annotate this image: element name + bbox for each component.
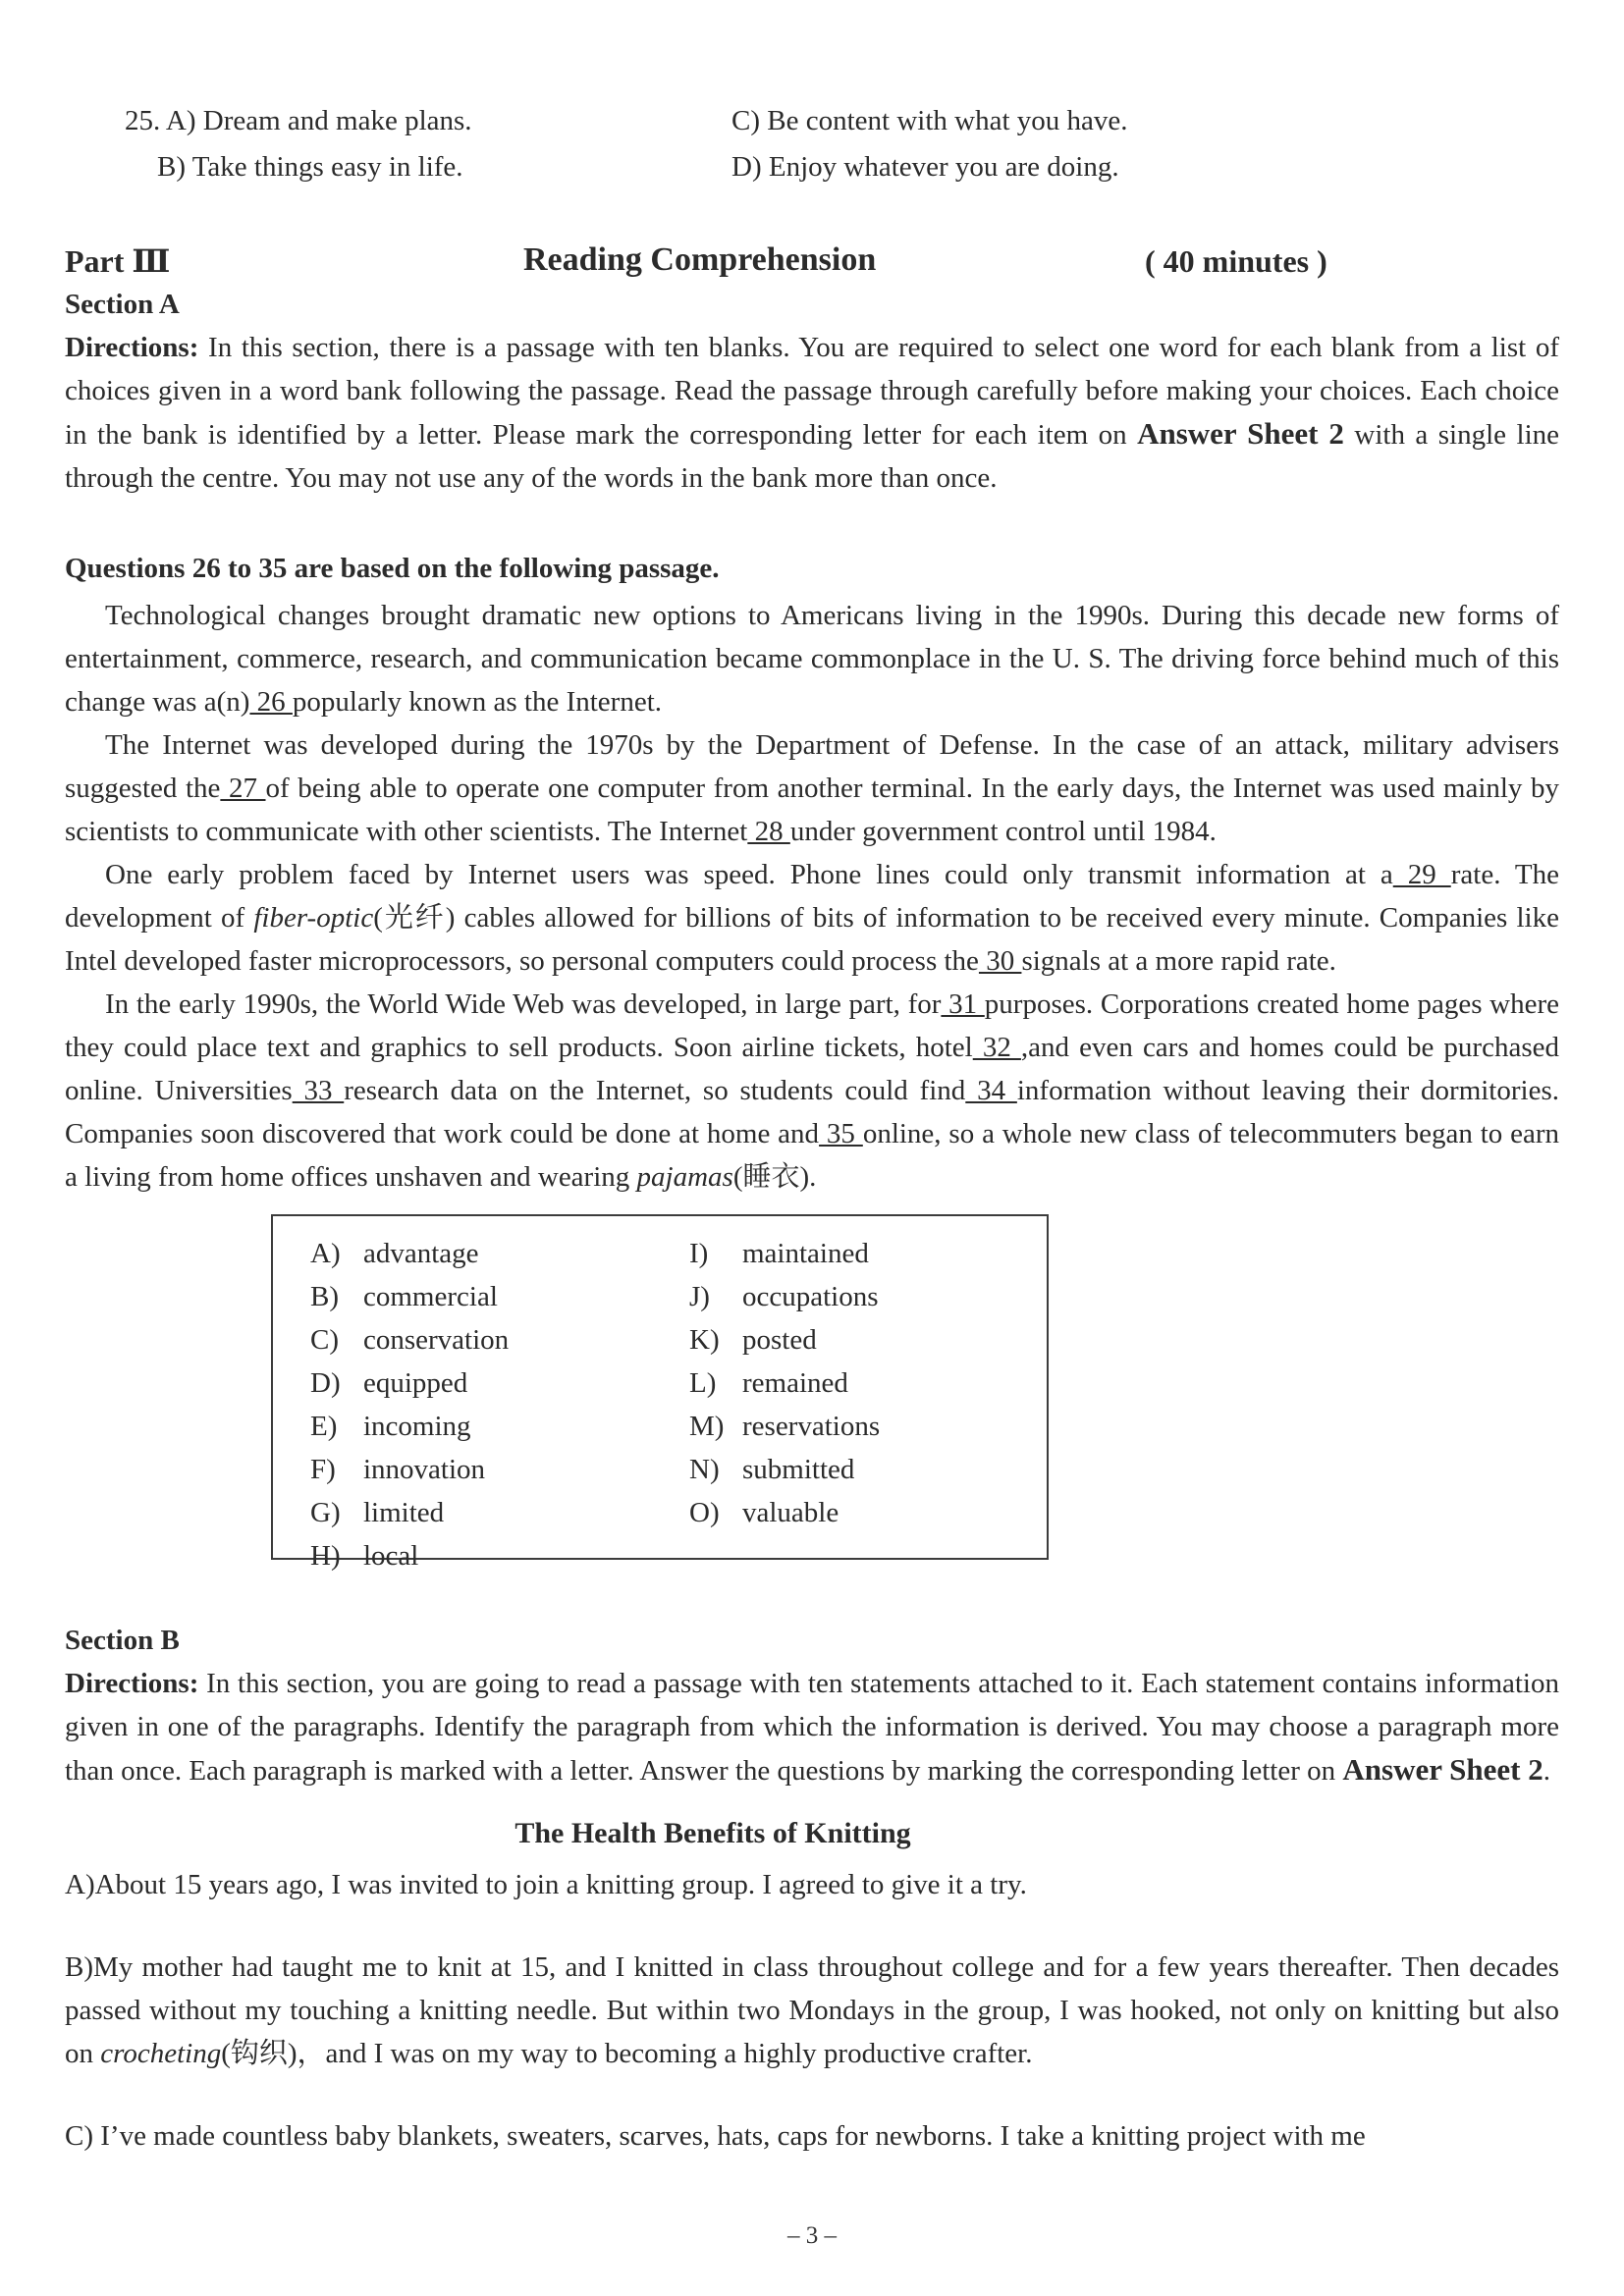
word-bank-item-k: K) posted: [689, 1324, 817, 1356]
option-c-text: Be content with what you have.: [767, 105, 1128, 136]
word-bank-item-h: H) local: [310, 1540, 419, 1572]
section-b-heading: Section B: [65, 1625, 180, 1656]
word-bank-item-o: O) valuable: [689, 1497, 839, 1528]
part3-duration: ( 40 minutes ): [1145, 243, 1327, 279]
part3-title: Reading Comprehension: [523, 241, 877, 278]
word-bank: [271, 1214, 1049, 1572]
word-bank-item-f: F) innovation: [310, 1454, 486, 1485]
question-25-row-2: [125, 144, 1559, 190]
word-bank-item-m: M) reservations: [689, 1411, 881, 1442]
word-bank-item-n: N) submitted: [689, 1454, 855, 1485]
word-bank-item-j: J) occupations: [689, 1281, 879, 1312]
word-bank-item-a: A) advantage: [310, 1238, 479, 1269]
word-bank-item-l: L) remained: [689, 1367, 848, 1399]
question-25-row-1: [125, 98, 1559, 144]
option-a-text: Dream and make plans.: [202, 105, 472, 136]
knitting-paragraph-c: C) I’ve made countless baby blankets, sweaters, scarves, hats, caps for newborns. I take a knitting project with me: [65, 2120, 1366, 2152]
question-25-option-a: [125, 98, 731, 144]
word-bank-item-i: I) maintained: [689, 1238, 869, 1269]
question-25-option-b: [125, 144, 731, 190]
section-a-heading: Section A: [65, 289, 180, 320]
option-d-text: Enjoy whatever you are doing.: [768, 151, 1119, 183]
passage-paragraph-4: In the early 1990s, the World Wide Web was developed, in large part, for 31 purposes. Corporations created home pages where they could place text and graphics to sell products. Soon airline tickets, hotel 32 ,and even cars and homes could be purchased online. Universities 33 research data on the Internet, so students could find 34 information without leaving their dormitories. Companies soon discovered that work could be done at home and 35 online, so a whole new class of telecommuters began to earn a living from home offices unshaven and wearing pajamas(睡衣).: [65, 988, 1560, 1193]
option-b-text: Take things easy in life.: [191, 151, 463, 183]
page-number: – 3 –: [787, 2222, 837, 2249]
part3-label: Part Ⅲ: [65, 243, 171, 279]
questions-range-line: Questions 26 to 35 are based on the following passage.: [65, 553, 720, 584]
passage-paragraph-3: One early problem faced by Internet users was speed. Phone lines could only transmit information at a 29 rate. The development of fiber-optic(光纤) cables allowed for billions of bits of information to be received every minute. Companies like Intel developed faster microprocessors, so personal computers could process the 30 signals at a more rapid rate.: [65, 859, 1559, 977]
option-c-label: C): [731, 105, 760, 136]
question-25: [125, 98, 1559, 190]
question-25-option-d: [731, 144, 1119, 190]
passage-paragraph-2: The Internet was developed during the 1970s by the Department of Defense. In the case of an attack, military advisers suggested the 27 of being able to operate one computer from another terminal. In the early days, the Internet was used mainly by scientists to communicate with other scientists. The Internet 28 under government control until 1984.: [65, 729, 1560, 847]
passage-title: The Health Benefits of Knitting: [514, 1817, 911, 1849]
option-a-label: A): [165, 105, 196, 136]
section-b-directions: Directions: In this section, you are going to read a passage with ten statements attached to it. Each statement contains information given in one of the paragraphs. Identify the paragraph from which the information is derived. You may choose a paragraph more than once. Each paragraph is marked with a letter. Answer the questions by marking the corresponding letter on Answer Sheet 2.: [65, 1668, 1559, 1787]
option-d-label: D): [731, 151, 762, 183]
word-bank-right-column: [689, 1232, 880, 1558]
word-bank-left-column: [310, 1232, 689, 1572]
word-bank-item-g: G) limited: [310, 1497, 445, 1528]
question-25-number: 25.: [125, 105, 161, 136]
section-a-directions: Directions: In this section, there is a passage with ten blanks. You are required to select one word for each blank from a list of choices given in a word bank following the passage. Read the passage through carefully before making your choices. Each choice in the bank is identified by a letter. Please mark the corresponding letter for each item on Answer Sheet 2 with a single line through the centre. You may not use any of the words in the bank more than once.: [65, 332, 1559, 494]
question-25-option-c: [731, 98, 1128, 144]
word-bank-item-d: D) equipped: [310, 1367, 468, 1399]
word-bank-item-e: E) incoming: [310, 1411, 471, 1442]
knitting-paragraph-a: A)About 15 years ago, I was invited to join a knitting group. I agreed to give it a try.: [65, 1869, 1027, 1900]
passage-paragraph-1: Technological changes brought dramatic new options to Americans living in the 1990s. During this decade new forms of entertainment, commerce, research, and communication became commonplace in the U. S. The driving force behind much of this change was a(n) 26 popularly known as the Internet.: [65, 600, 1559, 718]
option-b-label: B): [157, 151, 186, 183]
word-bank-item-b: B) commercial: [310, 1281, 498, 1312]
part3-heading-line: [65, 240, 1559, 283]
word-bank-item-c: C) conservation: [310, 1324, 510, 1356]
knitting-paragraph-b: B)My mother had taught me to knit at 15, and I knitted in class throughout college and for a few years thereafter. Then decades passed without my touching a knitting needle. But within two Mondays in the group, I was hooked, not only on knitting but also on crocheting(钩织)，and I was on my way to becoming a highly productive crafter.: [65, 1951, 1559, 2069]
